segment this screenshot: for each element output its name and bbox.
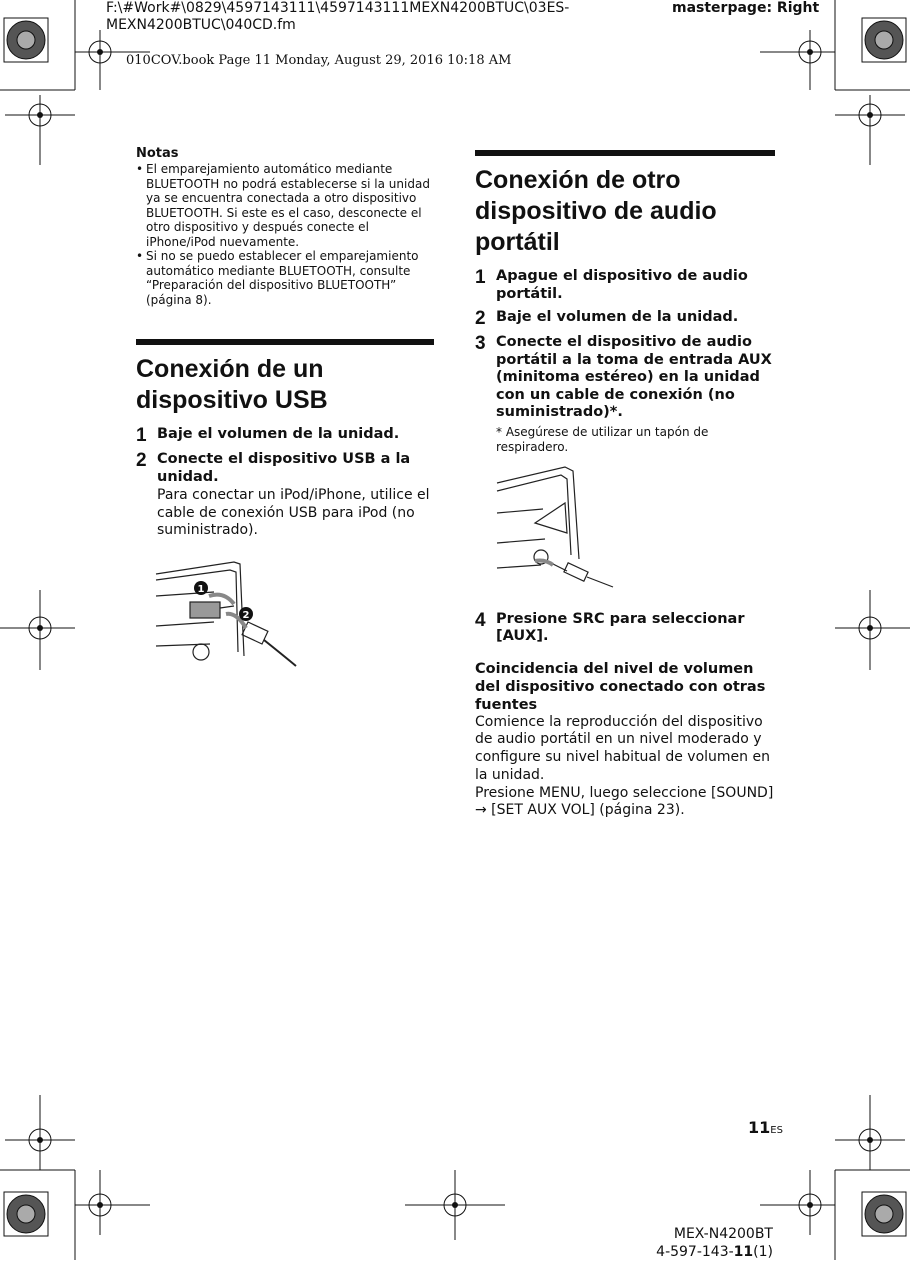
usb-connection-illustration <box>154 556 314 676</box>
aux-section-heading: Conexión de otro dispositivo de audio portátil <box>475 166 717 256</box>
step-title: Baje el volumen de la unidad. <box>496 309 739 325</box>
registration-mark-icon <box>835 590 910 670</box>
part-suffix: (1) <box>753 1244 773 1260</box>
aux-connection-illustration <box>495 463 625 593</box>
registration-mark-icon <box>835 1095 905 1170</box>
aux-step-1 <box>475 268 775 303</box>
registration-mark-icon <box>760 30 835 90</box>
step-number: 1 <box>475 267 486 288</box>
note-item: • El emparejamiento automático mediante BLUETOOTH no podrá establecerse si la unidad ya se encuentra conectada a otro dispositivo BLUETOOTH. Si este es el caso, desconecte el otro dispositivo y después conecte el iPhone/iPod nuevamente. <box>136 162 434 249</box>
color-target-icon <box>4 1192 48 1236</box>
step-number: 1 <box>136 425 147 446</box>
color-target-icon <box>4 18 48 62</box>
right-column <box>475 150 775 820</box>
registration-mark-icon <box>0 590 75 670</box>
step-title: Conecte el dispositivo de audio portátil a la toma de entrada AUX (minitoma estéreo) en la unidad con un cable de conexión (no suministrado)*. <box>496 334 772 420</box>
step-title: Apague el dispositivo de audio portátil. <box>496 268 748 302</box>
step-title: Conecte el dispositivo USB a la unidad. <box>157 451 411 485</box>
aux-step-4 <box>475 611 775 646</box>
step-number: 4 <box>475 609 486 631</box>
footnote: * Asegúrese de utilizar un tapón de respiradero. <box>496 424 709 454</box>
color-target-icon <box>862 1192 906 1236</box>
registration-mark-icon <box>5 95 75 165</box>
notes-title: Notas <box>136 146 179 161</box>
usb-step-1 <box>136 426 434 445</box>
registration-mark-icon <box>75 1170 150 1235</box>
callout-2: 2 <box>242 609 250 621</box>
part-page: 11 <box>733 1244 754 1260</box>
aux-step-2 <box>475 309 775 328</box>
section-rule <box>136 339 434 345</box>
usb-step-2 <box>136 451 434 540</box>
masterpage-label: masterpage: Right <box>672 0 820 16</box>
callout-1: 1 <box>197 583 205 595</box>
registration-mark-icon <box>835 95 905 165</box>
file-path-line-1: F:\#Work#\0829\4597143111\4597143111MEXN4200BTUC\03ES- <box>106 0 570 16</box>
volume-match-paragraph-1: Comience la reproducción del dispositivo de audio portátil en un nivel moderado y configure su nivel habitual de volumen en la unidad. <box>475 713 770 783</box>
volume-match-paragraph-2: Presione MENU, luego seleccione [SOUND] → [SET AUX VOL] (página 23). <box>475 784 774 819</box>
page-number-suffix: ES <box>770 1125 783 1136</box>
page-number <box>748 1118 783 1137</box>
step-title: Baje el volumen de la unidad. <box>157 426 400 442</box>
step-number: 2 <box>475 308 486 329</box>
registration-mark-icon <box>5 1095 75 1170</box>
step-title: Presione SRC para seleccionar [AUX]. <box>496 610 745 644</box>
file-path <box>106 0 569 34</box>
section-rule <box>475 150 775 156</box>
file-path-line-2: MEXN4200BTUC\040CD.fm <box>106 17 296 33</box>
volume-match-subheading: Coincidencia del nivel de volumen del dispositivo conectado con otras fuentes <box>475 660 766 713</box>
step-number: 2 <box>136 450 147 471</box>
left-column <box>136 146 434 680</box>
usb-section-heading: Conexión de un dispositivo USB <box>136 355 328 414</box>
model-info <box>656 1225 773 1261</box>
aux-step-3 <box>475 334 775 455</box>
book-info-line: 010COV.book Page 11 Monday, August 29, 2016 10:18 AM <box>126 53 512 68</box>
color-target-icon <box>862 18 906 62</box>
note-item: • Si no se puedo establecer el emparejamiento automático mediante BLUETOOTH, consulte “Preparación del dispositivo BLUETOOTH” (página 8). <box>136 249 434 307</box>
part-prefix: 4-597-143- <box>656 1244 734 1260</box>
part-number <box>656 1243 773 1261</box>
model-number: MEX-N4200BT <box>673 1226 773 1242</box>
step-number: 3 <box>475 333 486 354</box>
step-text: Para conectar un iPod/iPhone, utilice el cable de conexión USB para iPod (no suministrado). <box>157 487 430 538</box>
page-number-value: 11 <box>748 1118 771 1137</box>
